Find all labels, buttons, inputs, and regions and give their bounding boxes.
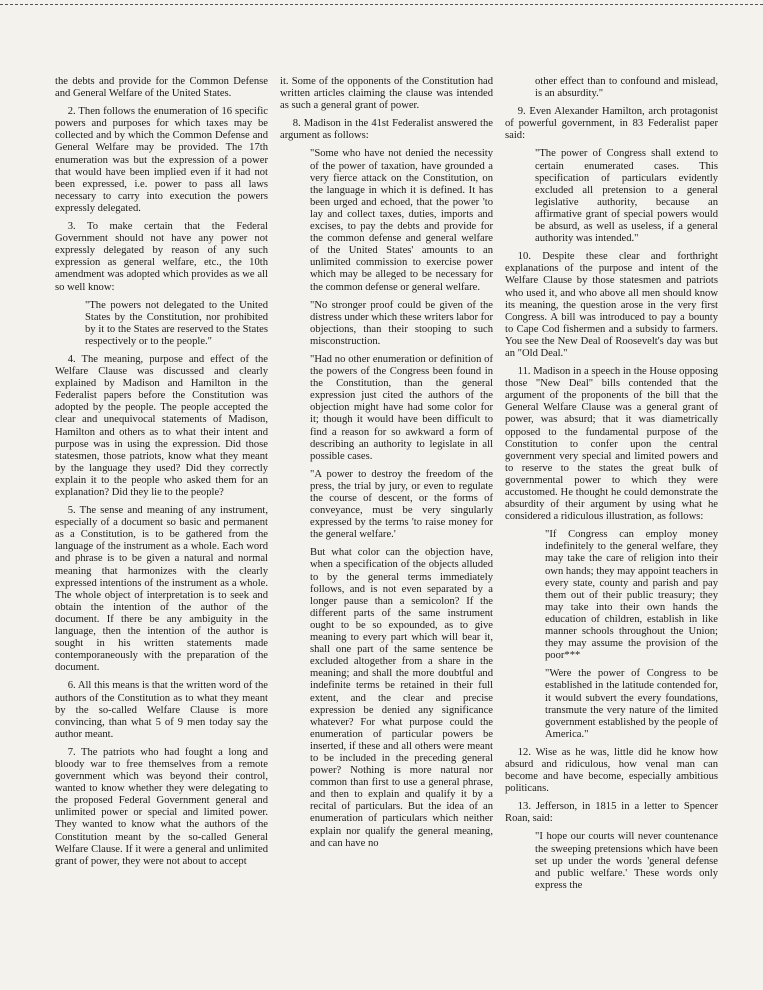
quotation-paragraph: "If Congress can employ money indefinitely to the general welfare, they may take the care of religion into their own hands; they may appoint teachers in every state, county and parish and pay them out of their public treasury; they may take into their own hands the education of children, establish in like manner schools throughout the Union; they may assume the provision of the poor*** (545, 529, 718, 662)
body-paragraph: 13. Jefferson, in 1815 in a letter to Spencer Roan, said: (505, 801, 718, 825)
quotation-paragraph: other effect than to confound and mislead, is an absurdity." (535, 76, 718, 100)
quotation-paragraph: "No stronger proof could be given of the distress under which these writers labor for objections, than their stooping to such misconstruction. (310, 299, 493, 347)
body-paragraph: 2. Then follows the enumeration of 16 specific powers and purposes for which taxes may be collected and by which the Common Defense and General Welfare may be provided. The 17th enumeration was but the expression of a power that would have been implied even if it had not been expressed, i.e. power to pass all laws necessary to carry into execution the powers expressly delegated. (55, 106, 268, 214)
quotation-paragraph: "The powers not delegated to the United States by the Constitution, nor prohibited by it to the States are reserved to the States respectively or to the people." (85, 299, 268, 347)
quotation-paragraph: "I hope our courts will never countenance the sweeping pretensions which have been set up under the words 'general defense and public welfare.' These words only express the (535, 831, 718, 891)
quotation-paragraph: "The power of Congress shall extend to certain enumerated cases. This specification of particulars evidently excluded all pretension to a general legislative authority, because an affirmative grant of special powers would be absurd, as well as useless, if a general authority was intended." (535, 148, 718, 245)
body-paragraph: the debts and provide for the Common Defense and General Welfare of the United States. (55, 76, 268, 100)
quotation-paragraph: "Some who have not denied the necessity of the power of taxation, have grounded a very fierce attack on the Constitution, on the language in which it is defined. It has been urged and echoed, that the power 'to lay and collect taxes, duties, imports and excises, to pay the debts and provide for the common defense and general welfare of the United States' amounts to an unlimited commission to exercise power which may be alleged to be necessary for the common defense or general welfare. (310, 148, 493, 293)
body-paragraph: 6. All this means is that the written word of the authors of the Constitution as to what they meant by the so-called Welfare Clause is more convincing, than what 5 of 9 men today say the author meant. (55, 680, 268, 740)
quotation-paragraph: "A power to destroy the freedom of the press, the trial by jury, or even to regulate the course of descent, or the forms of conveyance, must be very singularly expressed by the terms 'to raise money for the general welfare.' (310, 468, 493, 541)
document-page (55, 76, 720, 981)
body-paragraph: 12. Wise as he was, little did he know how absurd and ridiculous, how venal man can become and have become, especially ambitious politicans. (505, 746, 718, 795)
body-paragraph: 4. The meaning, purpose and effect of the Welfare Clause was discussed and clearly explained by Madison and Hamilton in the Federalist papers before the Constitution was adopted by the people. The people accepted the clear and unequivocal statements of Madison, Hamilton and others as to what their intent and purpose was in using the expression. Did those statesmen, those patriots, know what they meant by the language they used? Did they correctly explain it to the people who asked them for an explanation? Did they lie to the people? (55, 353, 268, 498)
text-column-2 (280, 76, 493, 981)
body-paragraph: it. Some of the opponents of the Constitution had written articles claiming the clause was intended as such a general grant of power. (280, 76, 493, 112)
text-column-1 (55, 76, 268, 981)
page-top-edge (0, 4, 763, 5)
body-paragraph: 5. The sense and meaning of any instrument, especially of a document so basic and permanent as a Constitution, is to be gathered from the language of the instrument as a whole. Each word and phrase is to be given a natural and normal meaning that harmonizes with the clearly expressed intentions of the instrument as a whole. The whole object of interpretation is to seek and obtain the intention of the author of the document. If there be any ambiguity in the language, then the intention of the author is sought in his written statements made contemporaneously with the preparation of the document. (55, 505, 268, 674)
body-paragraph: 10. Despite these clear and forthright explanations of the purpose and intent of the Welfare Clause by those statesmen and patriots who used it, and who above all men should know its meaning, the question arose in the very first Congress. A bill was introduced to pay a bounty to Cape Cod fishermen and a subsidy to farmers. You see the New Deal of Roosevelt's day was but an "Old Deal." (505, 251, 718, 359)
text-column-3 (505, 76, 718, 981)
quotation-paragraph: "Had no other enumeration or definition of the powers of the Congress been found in the Constitution, than the general expression just cited the authors of the objection might have had some color for it; though it would have been difficult to find a reason for so awkward a form of describing an authority to legislate in all possible cases. (310, 353, 493, 462)
body-paragraph: 7. The patriots who had fought a long and bloody war to free themselves from a remote government which was beyond their control, wanted to know whether they were delegating to the proposed Federal Government general and unlimited power or special and limited power. They wanted to know what the authors of the Constitution meant by the so-called General Welfare Clause. If it were a general and unlimited grant of power, they were not about to accept (55, 746, 268, 867)
body-paragraph: 3. To make certain that the Federal Government should not have any power not expressly delegated by reason of any such expression as general welfare, etc., the 10th amendment was adopted which provides as we all so well know: (55, 221, 268, 293)
body-paragraph: 8. Madison in the 41st Federalist answered the argument as follows: (280, 118, 493, 142)
body-paragraph: 9. Even Alexander Hamilton, arch protagonist of powerful government, in 83 Federalist paper said: (505, 106, 718, 142)
quotation-paragraph: "Were the power of Congress to be established in the latitude contended for, it would subvert the every foundations, transmute the very nature of the limited government established by the people of America." (545, 668, 718, 740)
quotation-paragraph: But what color can the objection have, when a specification of the objects alluded to by the general terms immediately follows, and is not even separated by a longer pause than a semicolon? If the different parts of the same instrument ought to be so expounded, as to give meaning to every part which will bear it, shall one part of the same sentence be excluded altogether from a share in the meaning; and shall the more doubtful and indefinite terms be retained in their full extent, and the clear and precise expression be denied any significance whatever? For what purpose could the enumeration of particular powers be inserted, if these and all others were meant to be included in the preceding general power? Nothing is more natural nor common than first to use a general phrase, and then to explain and qualify it by a recital of particulars. But the idea of an enumeration of particulars which neither explain nor qualify the general meaning, and can have no (310, 547, 493, 849)
body-paragraph: 11. Madison in a speech in the House opposing those "New Deal" bills contended that the argument of the proponents of the bill that the General Welfare Clause was a general grant of power, was absurd; that it was diametrically opposed to the fundamental purpose of the Constitution to confer upon the central government very special and limited powers and to reserve to the states the great bulk of governmental power to which they were accustomed. He thought he could demonstrate the absurdity of their argument by using what he considered a ridiculous illustration, as follows: (505, 366, 718, 523)
